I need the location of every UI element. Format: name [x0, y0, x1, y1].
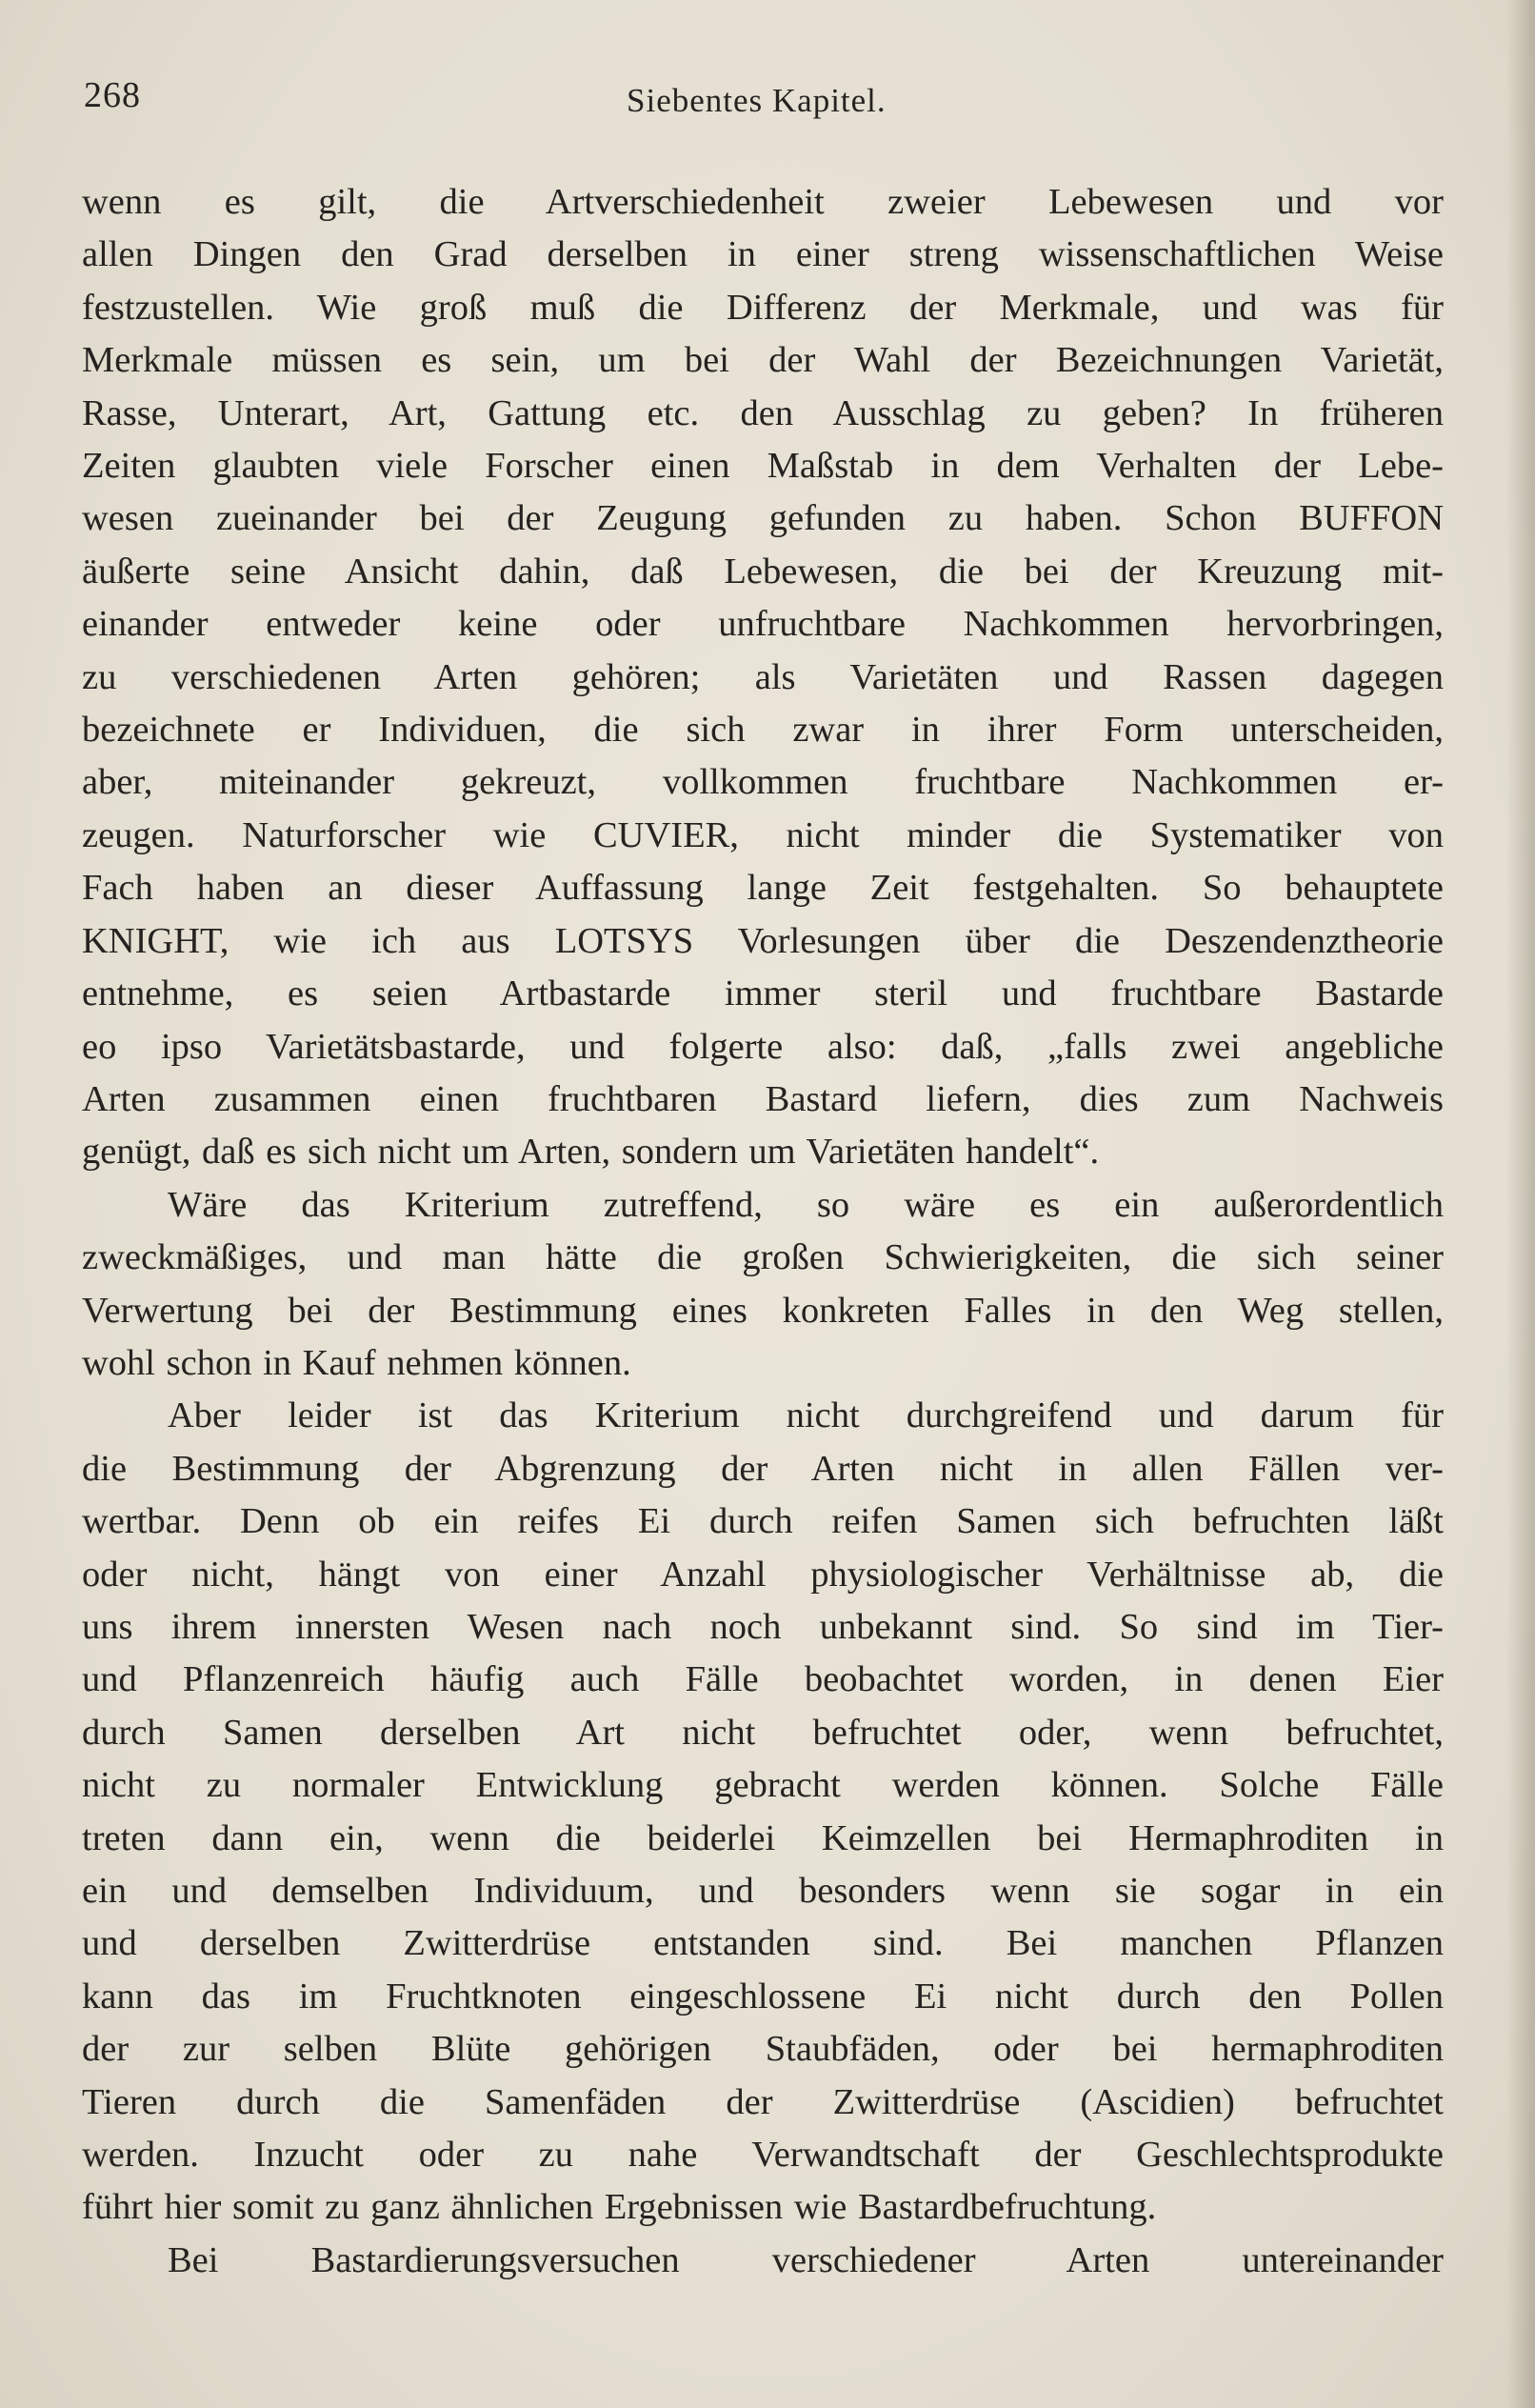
- page-header: [84, 74, 1436, 131]
- text-line: Zeiten glaubten viele Forscher einen Maßstab in dem Verhalten der Lebe-: [82, 446, 1444, 487]
- text-line: wenn es gilt, die Artverschiedenheit zweier Lebewesen und vor: [82, 182, 1444, 222]
- text-line: bezeichnete er Individuen, die sich zwar in ihrer Form unterscheiden,: [82, 710, 1444, 751]
- text-line: Fach haben an dieser Auffassung lange Zeit festgehalten. So behauptete: [82, 868, 1444, 909]
- text-line: treten dann ein, wenn die beiderlei Keimzellen bei Hermaphroditen in: [82, 1817, 1444, 1858]
- text-line: oder nicht, hängt von einer Anzahl physiologischer Verhältnisse ab, die: [82, 1554, 1444, 1595]
- page-number: 268: [84, 75, 141, 115]
- paragraph-4: [82, 2235, 1444, 2287]
- paragraph-1: [82, 176, 1444, 1179]
- text-line: kann das im Fruchtknoten eingeschlossene Ei nicht durch den Pollen: [82, 1976, 1444, 2017]
- text-line: Wäre das Kriterium zutreffend, so wäre es ein außerordentlich: [168, 1184, 1444, 1225]
- text-line: wesen zueinander bei der Zeugung gefunden zu haben. Schon BUFFON: [82, 498, 1444, 539]
- text-line: Merkmale müssen es sein, um bei der Wahl der Bezeichnungen Varietät,: [82, 340, 1444, 381]
- text-line: einander entweder keine oder unfruchtbare Nachkommen hervorbringen,: [82, 604, 1444, 645]
- text-line: zu verschiedenen Arten gehören; als Varietäten und Rassen dagegen: [82, 656, 1444, 697]
- text-line: wertbar. Denn ob ein reifes Ei durch reifen Samen sich befruchten läßt: [82, 1501, 1444, 1542]
- text-line: Verwertung bei der Bestimmung eines konkreten Falles in den Weg stellen,: [82, 1290, 1444, 1331]
- text-line: und derselben Zwitterdrüse entstanden sind. Bei manchen Pflanzen: [82, 1923, 1444, 1964]
- text-line: Bei Bastardierungsversuchen verschiedener Arten untereinander: [168, 2239, 1444, 2280]
- text-line: festzustellen. Wie groß muß die Differenz der Merkmale, und was für: [82, 287, 1444, 328]
- text-line: Aber leider ist das Kriterium nicht durchgreifend und darum für: [168, 1395, 1444, 1436]
- text-line: durch Samen derselben Art nicht befruchtet oder, wenn befruchtet,: [82, 1712, 1444, 1753]
- text-line: Rasse, Unterart, Art, Gattung etc. den Ausschlag zu geben? In früheren: [82, 392, 1444, 433]
- text-line: entnehme, es seien Artbastarde immer steril und fruchtbare Bastarde: [82, 973, 1444, 1014]
- text-line: Tieren durch die Samenfäden der Zwitterdrüse (Ascidien) befruchtet: [82, 2081, 1444, 2122]
- text-line: allen Dingen den Grad derselben in einer streng wissenschaftlichen Weise: [82, 234, 1444, 275]
- text-line: uns ihrem innersten Wesen nach noch unbekannt sind. So sind im Tier-: [82, 1606, 1444, 1647]
- text-line: zeugen. Naturforscher wie CUVIER, nicht minder die Systematiker von: [82, 814, 1444, 855]
- body-text: [82, 176, 1444, 2287]
- text-line: Arten zusammen einen fruchtbaren Bastard liefern, dies zum Nachweis: [82, 1078, 1444, 1119]
- text-line: ein und demselben Individuum, und besonders wenn sie sogar in ein: [82, 1871, 1444, 1911]
- text-line: genügt, daß es sich nicht um Arten, sondern um Varietäten handelt“.: [82, 1132, 1100, 1173]
- running-head: Siebentes Kapitel.: [627, 82, 887, 119]
- text-line: aber, miteinander gekreuzt, vollkommen fruchtbare Nachkommen er-: [82, 762, 1444, 803]
- text-line: werden. Inzucht oder zu nahe Verwandtschaft der Geschlechtsprodukte: [82, 2135, 1444, 2176]
- text-line: führt hier somit zu ganz ähnlichen Ergebnissen wie Bastardbefruchtung.: [82, 2187, 1157, 2228]
- paragraph-2: [82, 1179, 1444, 1391]
- text-line: der zur selben Blüte gehörigen Staubfäden, oder bei hermaphroditen: [82, 2029, 1444, 2070]
- text-line: KNIGHT, wie ich aus LOTSYS Vorlesungen über die Deszendenztheorie: [82, 920, 1444, 961]
- text-line: die Bestimmung der Abgrenzung der Arten nicht in allen Fällen ver-: [82, 1448, 1444, 1489]
- text-line: eo ipso Varietätsbastarde, und folgerte also: daß, „falls zwei angebliche: [82, 1026, 1444, 1067]
- text-line: wohl schon in Kauf nehmen können.: [82, 1342, 631, 1383]
- page-edge-shadow: [1506, 0, 1535, 2408]
- text-line: und Pflanzenreich häufig auch Fälle beobachtet worden, in denen Eier: [82, 1659, 1444, 1700]
- text-line: äußerte seine Ansicht dahin, daß Lebewesen, die bei der Kreuzung mit-: [82, 551, 1444, 592]
- text-line: zweckmäßiges, und man hätte die großen Schwierigkeiten, die sich seiner: [82, 1237, 1444, 1278]
- text-line: nicht zu normaler Entwicklung gebracht werden können. Solche Fälle: [82, 1765, 1444, 1806]
- paragraph-3: [82, 1390, 1444, 2235]
